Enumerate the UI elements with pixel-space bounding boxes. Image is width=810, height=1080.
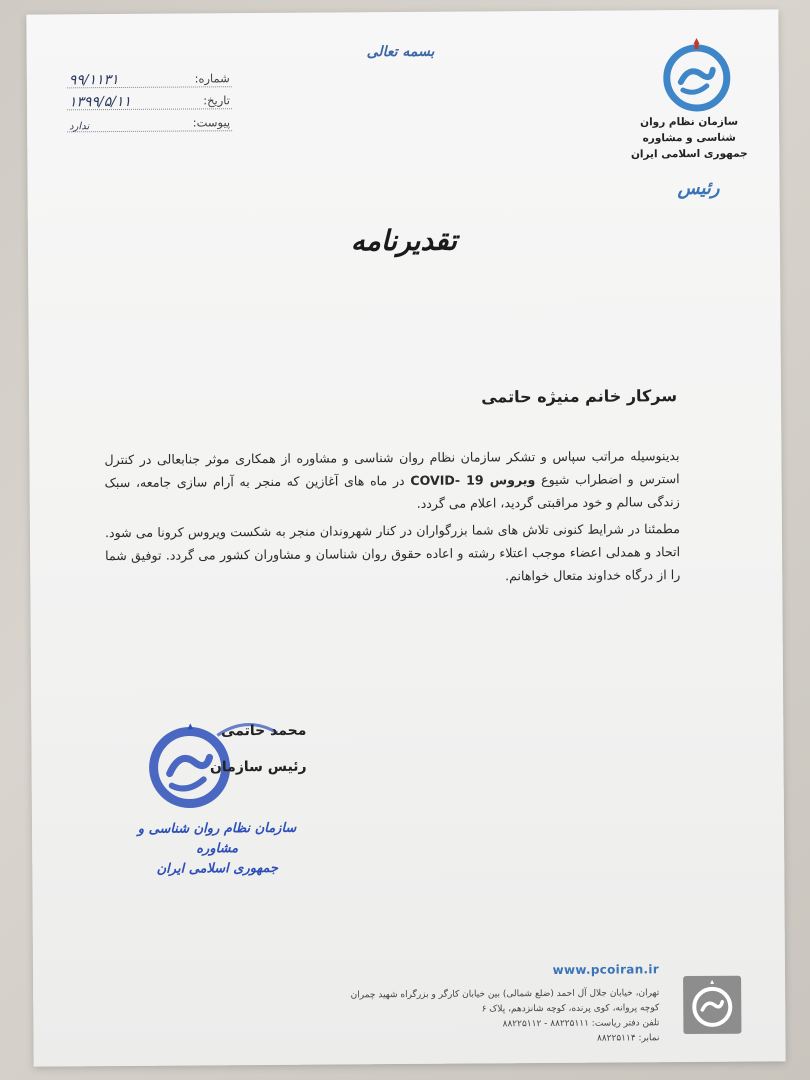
meta-number-label: شماره: <box>194 71 230 86</box>
org-name-line2: جمهوری اسلامی ایران <box>630 147 748 161</box>
stamp-text <box>132 819 302 880</box>
meta-date-value: ۱۳۹۹/۵/۱۱ <box>68 93 132 111</box>
stamp-line2: جمهوری اسلامی ایران <box>156 860 279 877</box>
meta-number-value: ۹۹/۱۱۳۱ <box>68 71 119 89</box>
body-p1-part1: بدینوسیله مراتب سپاس و تشکر سازمان نظام روان شناسی و مشاوره از همکاری موثر جنابعالی در کنترل استرس و اضطراب شیوع <box>104 448 680 488</box>
president-label: رئیس <box>677 177 720 200</box>
signer-name: محمد حاتمی <box>221 722 307 740</box>
meta-attachment-value: ندارد <box>69 121 90 133</box>
footer-logo-icon <box>683 976 741 1034</box>
body-p1-part2: در ماه های آغازین که منجر به آرام سازی جامعه، سبک زندگی سالم و خود مراقبتی گردید، اعلام می گردد. <box>104 472 680 511</box>
letter-body <box>104 444 680 594</box>
phone-line: تلفن دفتر ریاست: ۸۸۲۲۵۱۱۱ - ۸۸۲۲۵۱۱۲ <box>502 1018 660 1030</box>
website-link[interactable]: www.pcoiran.ir <box>552 962 660 977</box>
recipient-name: سرکار خانم منیژه حاتمی <box>481 386 678 407</box>
document-title: تقدیرنامه <box>350 223 458 258</box>
meta-number-row <box>67 67 232 88</box>
meta-attachment-label: پیوست: <box>192 115 231 130</box>
meta-date-label: تاریخ: <box>203 93 230 108</box>
bismillah-heading: بسمه تعالی <box>366 43 435 61</box>
body-paragraph-2: مطمئنا در شرایط کنونی تلاش های شما بزرگواران در کنار شهروندان منجر به شکست ویروس کرونا می شود. اتحاد و همدلی اعضاء موجب اعتلاء رشته و اعاده حقوق روان شناسان و مشاوران کشور می گردد. توفیق شما را از درگاه خداوند متعال خواهانم. <box>104 521 681 584</box>
stamp-line1: سازمان نظام روان شناسی و مشاوره <box>137 820 297 857</box>
fax-line: نمابر: ۸۸۲۲۵۱۱۴ <box>596 1033 660 1044</box>
address-line2: کوچه پروانه، کوی پرنده، کوچه شانزدهم، پلاک ۶ <box>481 1003 660 1015</box>
letter-paper <box>26 9 785 1066</box>
address-line1: تهران، خیابان جلال آل احمد (ضلع شمالی) بین خیابان کارگر و بزرگراه شهید چمران <box>350 988 660 1001</box>
footer-address <box>299 986 659 1049</box>
signature-block <box>156 713 306 786</box>
meta-date-row <box>67 89 232 110</box>
org-name-line1: سازمان نظام روان شناسی و مشاوره <box>640 115 739 145</box>
letter-meta <box>67 67 232 134</box>
body-paragraph-1 <box>104 444 679 517</box>
meta-attachment-row <box>67 111 232 132</box>
organization-name <box>619 114 759 163</box>
body-p1-bold: ویروس 19 -COVID <box>410 472 536 488</box>
signer-role: رئیس سازمان <box>209 758 307 776</box>
organization-logo-icon <box>651 38 744 113</box>
